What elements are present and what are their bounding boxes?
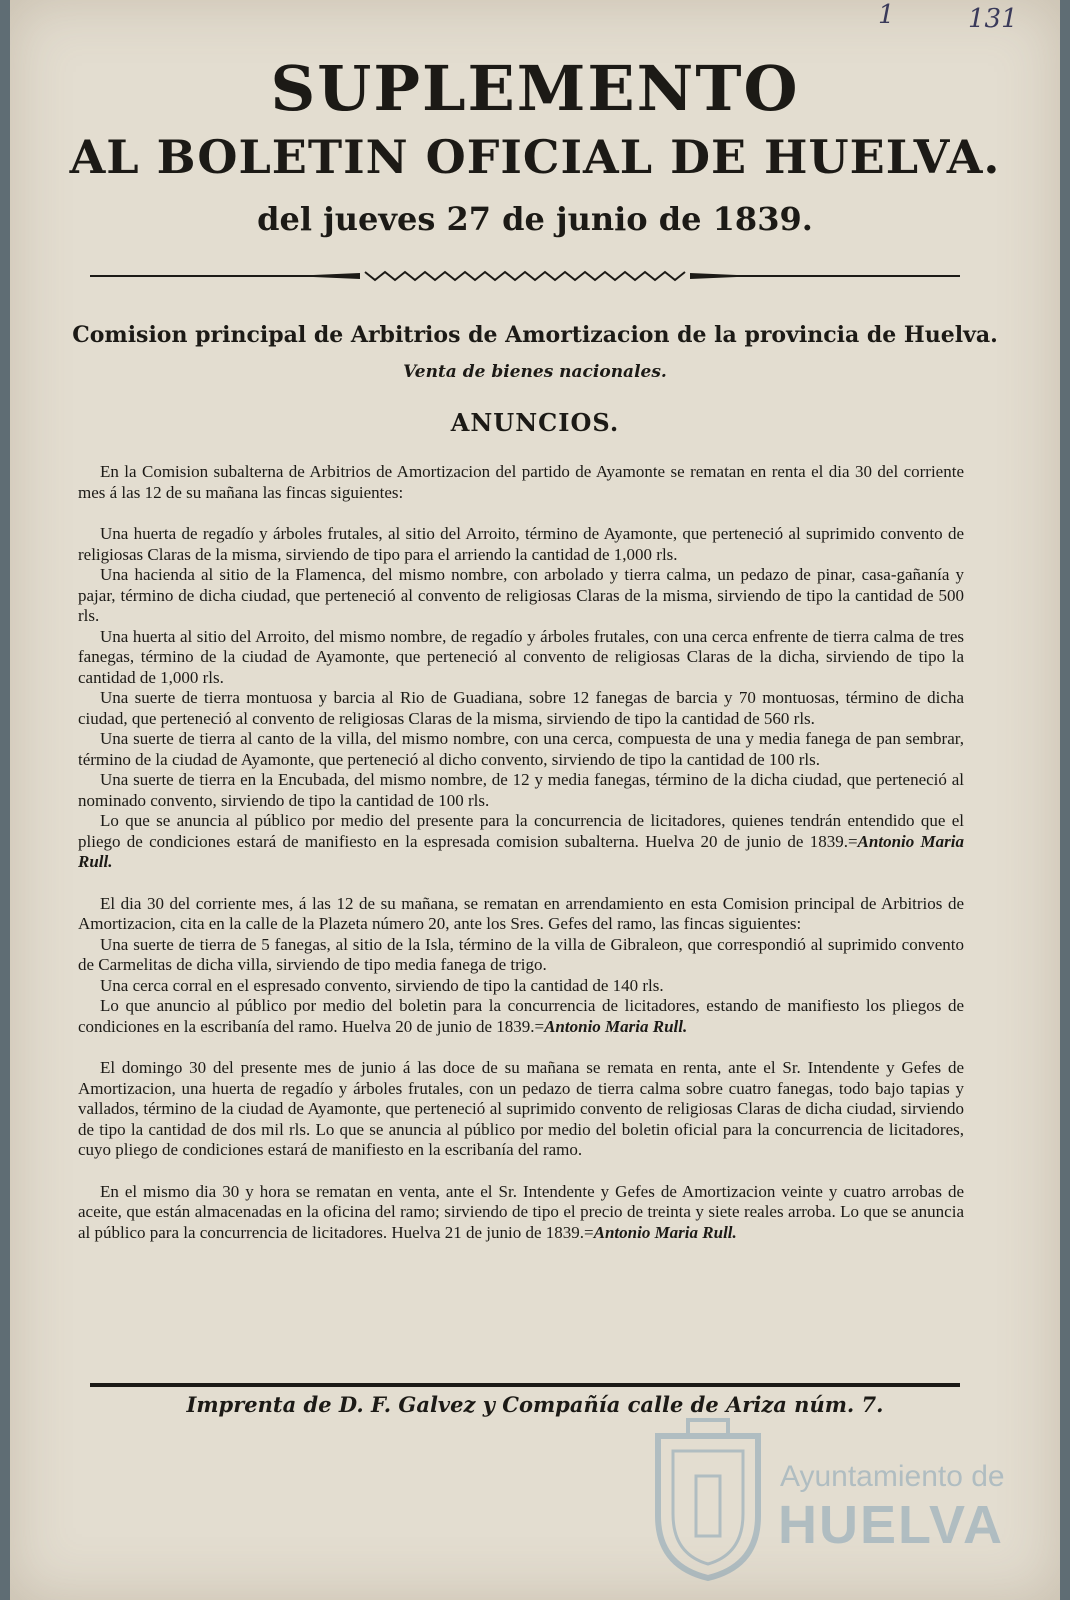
- commission-heading: Comision principal de Arbitrios de Amortizacion de la provincia de Huelva.: [72, 322, 998, 348]
- document-date: del jueves 27 de junio de 1839.: [257, 200, 813, 238]
- coat-of-arms-icon: [648, 1416, 768, 1581]
- watermark-text: Ayuntamiento de: [780, 1460, 1005, 1493]
- paragraph-with-signature: [78, 811, 964, 873]
- handwritten-annotation: 1: [878, 0, 895, 30]
- signature: Antonio Maria Rull.: [593, 1222, 737, 1242]
- paragraph: En la Comision subalterna de Arbitrios de Amortizacion del partido de Ayamonte se rematan en renta el dia 30 del corriente mes á las 12 de su mañana las fincas siguientes:: [78, 462, 964, 502]
- paragraph-with-signature: [78, 1182, 964, 1244]
- document-title: SUPLEMENTO: [270, 52, 800, 125]
- announcements-heading: ANUNCIOS.: [450, 408, 620, 437]
- paragraph: Una hacienda al sitio de la Flamenca, del mismo nombre, con arbolado y tierra calma, un pedazo de pinar, casa-gañanía y pajar, término de dicha ciudad, que perteneció al convento de religiosas Claras de la misma, sirviendo de tipo la cantidad de 500 rls.: [78, 565, 964, 625]
- sale-heading: Venta de bienes nacionales.: [403, 362, 667, 382]
- paragraph: El dia 30 del corriente mes, á las 12 de su mañana, se rematan en arrendamiento en esta Comision principal de Arbitrios de Amortizacion, cita en la calle de la Plazeta número 20, ante los Sres. Gefes del ramo, las fincas siguientes:: [78, 893, 964, 933]
- document-subtitle: AL BOLETIN OFICIAL DE HUELVA.: [69, 130, 1001, 184]
- paragraph: Una suerte de tierra de 5 fanegas, al sitio de la Isla, término de la villa de Gibraleon, que correspondió al suprimido convento de Carmelitas de dicha villa, sirviendo de tipo media fanega de trigo.: [78, 934, 964, 974]
- ornamental-rule: [90, 270, 960, 282]
- document-page: [10, 0, 1060, 1600]
- handwritten-page-number: 131: [968, 4, 1018, 34]
- paragraph: Una cerca corral en el espresado convento, sirviendo de tipo la cantidad de 140 rls.: [100, 975, 664, 995]
- paragraph: El domingo 30 del presente mes de junio á las doce de su mañana se remata en renta, ante el Sr. Intendente y Gefes de Amortizacion, una huerta de regadío y árboles frutales, con un pedazo de tierra calma sobre cuatro fanegas, todo bajo tapias y vallados, término de la ciudad de Ayamonte, que perteneció al suprimido convento de religiosas Claras de dicha ciudad, sirviendo de tipo la cantidad de dos mil rls. Lo que se anuncia al público por medio del boletin oficial para la concurrencia de licitadores, cuyo pliego de condiciones estará de manifiesto en la escribanía del ramo.: [78, 1058, 964, 1159]
- signature: Antonio Maria Rull.: [544, 1016, 688, 1036]
- footer-rule: [90, 1383, 960, 1387]
- watermark-city: HUELVA: [778, 1495, 1004, 1555]
- paragraph: Una suerte de tierra en la Encubada, del mismo nombre, de 12 y media fanegas, término de la dicha ciudad, que perteneció al nominado convento, sirviendo de tipo la cantidad de 100 rls.: [78, 770, 964, 810]
- paragraph: Una huerta de regadío y árboles frutales, al sitio del Arroito, término de Ayamonte, que perteneció al suprimido convento de religiosas Claras de la misma, sirviendo de tipo para el arriendo la cantidad de 1,000 rls.: [78, 524, 964, 564]
- paragraph-with-signature: [78, 996, 964, 1037]
- paragraph: Una suerte de tierra al canto de la villa, del mismo nombre, con una cerca, compuesta de una y media fanega de pan sembrar, término de la ciudad de Ayamonte, que perteneció al dicho convento, sirviendo de tipo la cantidad de 100 rls.: [78, 729, 964, 769]
- paragraph: Lo que anuncio al público por medio del boletin para la concurrencia de licitadores, estando de manifiesto los pliegos de condiciones en la escribanía del ramo. Huelva 20 de junio de 1839.=: [78, 996, 964, 1036]
- paragraph: En el mismo dia 30 y hora se rematan en venta, ante el Sr. Intendente y Gefes de Amortizacion veinte y cuatro arrobas de aceite, que están almacenadas en la oficina del ramo; sirviendo de tipo el precio de treinta y siete reales arroba. Lo que se anuncia al público para la concurrencia de licitadores. Huelva 21 de junio de 1839.=: [78, 1181, 964, 1242]
- archive-watermark: [648, 1408, 1028, 1588]
- paragraph: Una suerte de tierra montuosa y barcia al Rio de Guadiana, sobre 12 fanegas de barcia y 70 montuosas, término de dicha ciudad, que perteneció al convento de religiosas Claras de la misma, sirviendo de tipo la cantidad de 560 rls.: [78, 688, 964, 728]
- announcements-body: [78, 462, 964, 1243]
- printer-imprint: Imprenta de D. F. Galvez y Compañía calle de Ariza núm. 7.: [186, 1392, 884, 1417]
- signature: Antonio Maria Rull.: [78, 831, 964, 871]
- paragraph: Una huerta al sitio del Arroito, del mismo nombre, de regadío y árboles frutales, con una cerca enfrente de tierra calma de tres fanegas, término de la ciudad de Ayamonte, que perteneció al convento de religiosas Claras de la dicha, sirviendo de tipo la cantidad de 1,000 rls.: [78, 626, 964, 687]
- paragraph: Lo que se anuncia al público por medio del presente para la concurrencia de licitadores, quienes tendrán entendido que el pliego de condiciones estará de manifiesto en la espresada comision subalterna. Huelva 20 de junio de 1839.=: [78, 811, 964, 851]
